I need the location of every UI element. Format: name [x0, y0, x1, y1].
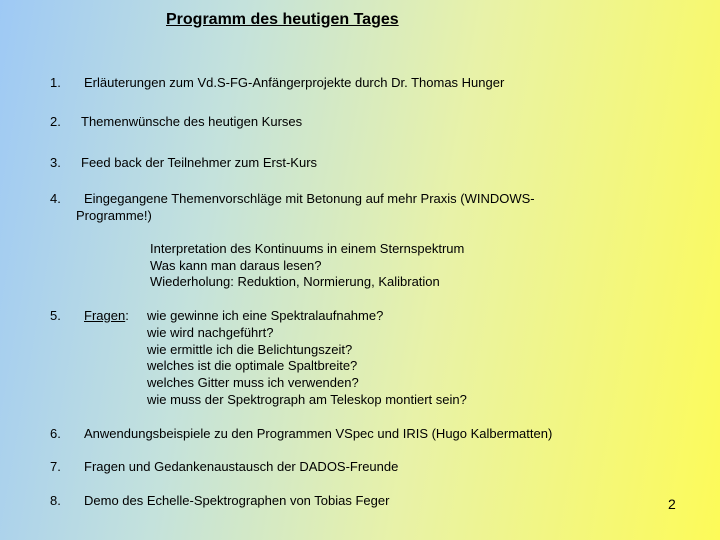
question-line: wie ermittle ich die Belichtungszeit? — [147, 342, 353, 357]
question-line: welches Gitter muss ich verwenden? — [147, 375, 359, 390]
item-text: Demo des Echelle-Spektrographen von Tobias Feger — [84, 493, 390, 508]
item-text: Erläuterungen zum Vd.S-FG-Anfängerprojekte durch Dr. Thomas Hunger — [84, 75, 505, 90]
item-number: 7. — [50, 459, 61, 474]
question-line: wie wird nachgeführt? — [147, 325, 274, 340]
questions-label — [84, 307, 129, 324]
item-number: 2. — [50, 114, 61, 129]
slide-title: Programm des heutigen Tages — [166, 11, 399, 28]
questions-label-colon: : — [125, 308, 129, 323]
question-line: welches ist die optimale Spaltbreite? — [147, 358, 358, 373]
item-number: 6. — [50, 426, 61, 441]
item-number: 3. — [50, 155, 61, 170]
question-line: wie muss der Spektrograph am Teleskop montiert sein? — [147, 392, 467, 407]
page-number: 2 — [668, 496, 676, 512]
item-text: Anwendungsbeispiele zu den Programmen VSpec und IRIS (Hugo Kalbermatten) — [84, 426, 553, 441]
item-number: 1. — [50, 75, 61, 90]
questions-label-text: Fragen — [84, 308, 126, 323]
item-text: Feed back der Teilnehmer zum Erst-Kurs — [81, 155, 318, 170]
item-number: 4. — [50, 191, 61, 206]
item-number: 8. — [50, 493, 61, 508]
question-line: wie gewinne ich eine Spektralaufnahme? — [147, 308, 384, 323]
topic-line: Was kann man daraus lesen? — [150, 258, 322, 273]
topic-line: Wiederholung: Reduktion, Normierung, Kalibration — [150, 274, 440, 289]
item-number: 5. — [50, 308, 61, 323]
topic-line: Interpretation des Kontinuums in einem Sternspektrum — [150, 241, 465, 256]
item-text: Fragen und Gedankenaustausch der DADOS-Freunde — [84, 459, 399, 474]
item-text: Themenwünsche des heutigen Kurses — [81, 114, 303, 129]
item-text-line1: Eingegangene Themenvorschläge mit Betonung auf mehr Praxis (WINDOWS- — [84, 191, 535, 206]
item-text-line2: Programme!) — [76, 208, 152, 223]
